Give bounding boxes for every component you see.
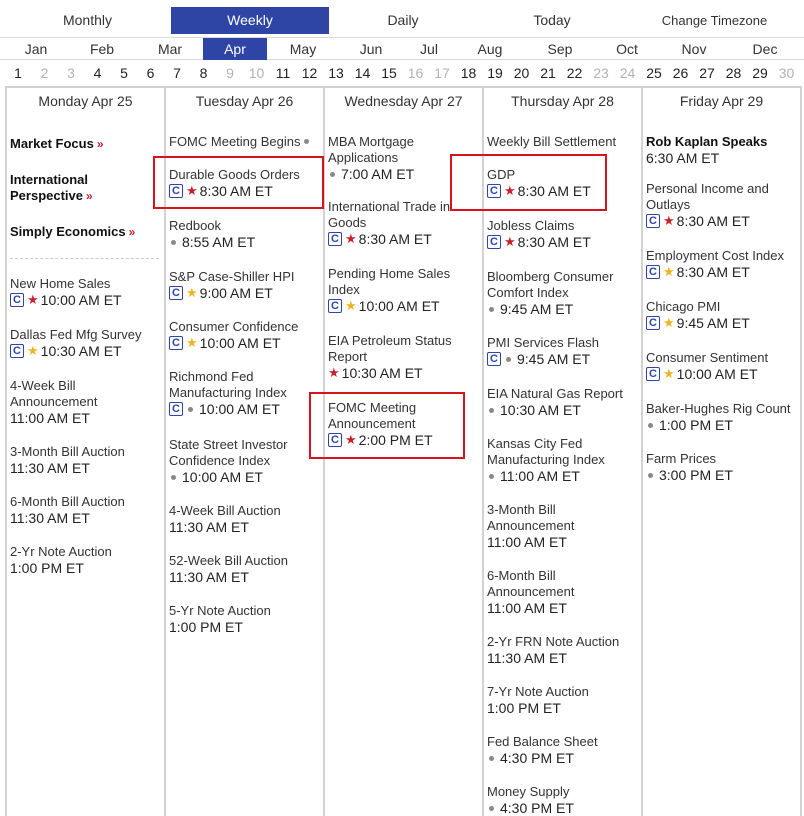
consensus-c-icon[interactable]: C (328, 232, 342, 246)
event-name[interactable]: Fed Balance Sheet (487, 734, 598, 749)
month-jun[interactable]: Jun (359, 41, 383, 57)
event-name[interactable]: Consumer Sentiment (646, 350, 769, 365)
calendar-event[interactable] (487, 335, 638, 367)
event-name[interactable]: Dallas Fed Mfg Survey (10, 327, 142, 342)
calendar-event[interactable] (169, 437, 320, 485)
event-name[interactable]: Baker-Hughes Rig Count (646, 401, 791, 416)
event-name[interactable]: New Home Sales (10, 276, 111, 291)
calendar-event[interactable] (10, 494, 161, 526)
event-time-row (10, 460, 161, 476)
red-star-icon: ★ (504, 183, 516, 198)
day-number-4[interactable]: 4 (93, 65, 102, 81)
calendar-event[interactable] (328, 134, 479, 182)
event-name[interactable]: Jobless Claims (487, 218, 575, 233)
calendar-event[interactable] (487, 734, 638, 766)
day-number-19[interactable]: 19 (487, 65, 503, 81)
day-number-7[interactable]: 7 (173, 65, 181, 81)
day-number-3[interactable]: 3 (67, 65, 75, 81)
calendar-event[interactable] (487, 134, 638, 150)
event-time: 1:00 PM ET (487, 700, 561, 716)
consensus-c-icon[interactable]: C (646, 367, 660, 381)
day-number-9[interactable]: 9 (226, 65, 234, 81)
day-number-5[interactable]: 5 (120, 65, 128, 81)
day-number-28[interactable]: 28 (725, 65, 742, 81)
calendar-event[interactable] (646, 350, 797, 382)
consensus-c-icon[interactable]: C (487, 184, 501, 198)
event-time: 2:00 PM ET (358, 432, 433, 448)
event-time: 11:00 AM ET (500, 468, 580, 484)
calendar-event[interactable] (169, 503, 320, 535)
calendar-event[interactable] (10, 172, 161, 204)
month-apr[interactable]: Apr (203, 38, 267, 60)
event-name[interactable]: Simply Economics » (10, 224, 136, 239)
gold-star-icon: ★ (663, 366, 675, 381)
event-time: 11:30 AM ET (169, 519, 249, 535)
event-name[interactable]: Durable Goods Orders (169, 167, 300, 182)
event-time: 8:30 AM ET (199, 183, 273, 199)
consensus-c-icon[interactable]: C (10, 293, 24, 307)
day-column-3 (325, 88, 484, 816)
day-number-12[interactable]: 12 (301, 65, 318, 81)
calendar-event[interactable] (487, 269, 638, 317)
calendar-event[interactable] (487, 218, 638, 250)
event-name[interactable]: Market Focus » (10, 136, 104, 151)
event-time: 10:30 AM ET (341, 365, 423, 381)
calendar-event[interactable] (487, 436, 638, 484)
event-name[interactable]: Consumer Confidence (169, 319, 299, 334)
event-time: 9:45 AM ET (517, 351, 591, 367)
double-chevron-right-icon: » (86, 189, 93, 203)
event-name[interactable]: Employment Cost Index (646, 248, 785, 263)
event-time-row (169, 469, 320, 485)
event-name[interactable]: 7-Yr Note Auction (487, 684, 589, 699)
event-time: 7:00 AM ET (341, 166, 415, 182)
day-number-6[interactable]: 6 (146, 65, 155, 81)
calendar-event[interactable] (10, 327, 161, 359)
calendar-event[interactable] (10, 224, 161, 240)
month-feb[interactable]: Feb (89, 41, 115, 57)
consensus-c-icon[interactable]: C (487, 235, 501, 249)
day-number-29[interactable]: 29 (752, 65, 768, 81)
event-time: 8:30 AM ET (676, 264, 750, 280)
day-column-1 (7, 88, 166, 816)
day-number-25[interactable]: 25 (646, 65, 662, 81)
event-time: 10:30 AM ET (500, 402, 581, 418)
calendar-event[interactable] (328, 266, 479, 314)
event-time-row (487, 800, 638, 816)
event-name[interactable]: State Street Investor Confidence Index (169, 437, 288, 468)
calendar-event[interactable] (646, 134, 797, 166)
red-star-icon: ★ (328, 365, 340, 380)
event-name[interactable]: International Perspective » (10, 172, 93, 203)
event-name[interactable]: 6-Month Bill Auction (10, 494, 125, 509)
event-time-row (487, 183, 638, 199)
month-dec[interactable]: Dec (752, 41, 778, 57)
event-name[interactable]: Richmond Fed Manufacturing Index (169, 369, 287, 400)
event-time: 10:00 AM ET (40, 292, 122, 308)
event-time: 10:00 AM ET (182, 469, 263, 485)
calendar-event[interactable] (169, 369, 320, 417)
event-time: 10:00 AM ET (199, 401, 280, 417)
event-time-row (646, 264, 797, 280)
event-name[interactable]: Kansas City Fed Manufacturing Index (487, 436, 605, 467)
gold-star-icon: ★ (186, 335, 198, 350)
red-star-icon: ★ (663, 213, 675, 228)
tab-weekly[interactable]: Weekly (171, 7, 329, 34)
event-time: 1:00 PM ET (169, 619, 243, 635)
day-number-2[interactable]: 2 (40, 65, 49, 81)
red-star-icon: ★ (186, 183, 198, 198)
day-number-17[interactable]: 17 (434, 65, 450, 81)
event-time: 10:30 AM ET (40, 343, 122, 359)
event-time-row (169, 335, 320, 351)
calendar-event[interactable] (487, 634, 638, 666)
event-time: 4:30 PM ET (500, 800, 574, 816)
day-number-22[interactable]: 22 (566, 65, 583, 81)
day-header: Monday Apr 25 (38, 93, 133, 109)
event-time-row (10, 410, 161, 426)
event-name[interactable]: 4-Week Bill Auction (169, 503, 281, 518)
consensus-c-icon[interactable]: C (169, 184, 183, 198)
day-number-16[interactable]: 16 (407, 65, 424, 81)
gold-star-icon: ★ (663, 264, 675, 279)
month-may[interactable]: May (289, 41, 317, 57)
event-name[interactable]: 3-Month Bill Auction (10, 444, 125, 459)
day-header: Tuesday Apr 26 (195, 93, 294, 109)
event-time-row (10, 510, 161, 526)
event-time: 8:30 AM ET (517, 183, 591, 199)
event-time-row (328, 365, 479, 381)
calendar-event[interactable] (487, 784, 638, 816)
red-star-icon: ★ (27, 292, 39, 307)
bullet-icon (648, 423, 653, 428)
event-time: 4:30 PM ET (500, 750, 574, 766)
event-time: 11:30 AM ET (169, 569, 249, 585)
event-time-row (487, 600, 638, 616)
consensus-c-icon[interactable]: C (646, 316, 660, 330)
event-name[interactable]: 2-Yr FRN Note Auction (487, 634, 620, 649)
event-name[interactable]: 6-Month Bill Announcement (487, 568, 575, 599)
day-header: Friday Apr 29 (679, 93, 764, 109)
event-name[interactable]: EIA Petroleum Status Report (328, 333, 452, 364)
event-name[interactable]: 3-Month Bill Announcement (487, 502, 575, 533)
event-time: 11:30 AM ET (487, 650, 567, 666)
calendar-event[interactable] (10, 276, 161, 308)
event-time-row (646, 213, 797, 229)
double-chevron-right-icon: » (96, 137, 104, 151)
event-name[interactable]: Personal Income and Outlays (646, 181, 769, 212)
bullet-icon (489, 474, 494, 479)
calendar-event[interactable] (169, 603, 320, 635)
month-nov[interactable]: Nov (681, 41, 707, 57)
red-star-icon: ★ (345, 432, 357, 447)
event-time-row (487, 351, 638, 367)
event-time: 3:00 PM ET (659, 467, 733, 483)
tab-monthly[interactable]: Monthly (62, 12, 113, 28)
event-time: 8:55 AM ET (182, 234, 256, 250)
day-number-14[interactable]: 14 (354, 65, 371, 81)
view-tabs (0, 7, 804, 34)
event-time: 9:45 AM ET (500, 301, 574, 317)
event-time-row (487, 301, 638, 317)
event-time-row (328, 166, 479, 182)
bullet-icon (171, 475, 176, 480)
calendar-event[interactable] (487, 386, 638, 418)
day-number-20[interactable]: 20 (513, 65, 530, 81)
bullet-icon (648, 473, 653, 478)
tab-daily[interactable]: Daily (387, 12, 419, 28)
calendar-event[interactable] (10, 544, 161, 576)
calendar-event[interactable] (328, 400, 479, 448)
bullet-icon (304, 139, 309, 144)
day-number-15[interactable]: 15 (381, 65, 397, 81)
event-time-row (169, 285, 320, 301)
calendar-event[interactable] (169, 218, 320, 250)
event-time: 10:00 AM ET (199, 335, 281, 351)
event-time: 9:45 AM ET (676, 315, 750, 331)
event-time-row (646, 150, 797, 166)
day-number-23[interactable]: 23 (593, 65, 609, 81)
calendar-event[interactable] (487, 167, 638, 199)
consensus-c-icon[interactable]: C (169, 336, 183, 350)
event-name[interactable]: FOMC Meeting Announcement (328, 400, 417, 431)
calendar-event[interactable] (169, 167, 320, 199)
event-time: 10:00 AM ET (676, 366, 758, 382)
event-time-row (328, 432, 479, 448)
event-name[interactable]: 52-Week Bill Auction (169, 553, 288, 568)
calendar-event[interactable] (646, 181, 797, 229)
day-number-24[interactable]: 24 (619, 65, 636, 81)
day-number-21[interactable]: 21 (540, 65, 556, 81)
event-time: 8:30 AM ET (517, 234, 591, 250)
double-chevron-right-icon: » (128, 225, 136, 239)
event-time: 11:00 AM ET (10, 410, 90, 426)
event-name[interactable]: 4-Week Bill Announcement (10, 378, 98, 409)
event-name[interactable]: International Trade in Goods (328, 199, 451, 230)
day-number-selector (0, 62, 804, 86)
event-time-row (169, 569, 320, 585)
event-time-row (169, 519, 320, 535)
event-time: 1:00 PM ET (659, 417, 733, 433)
section-divider (10, 258, 159, 259)
event-name[interactable]: PMI Services Flash (487, 335, 599, 350)
month-jul[interactable]: Jul (420, 41, 438, 57)
consensus-c-icon[interactable]: C (169, 402, 183, 416)
event-time-row (487, 700, 638, 716)
consensus-c-icon[interactable]: C (646, 214, 660, 228)
gold-star-icon: ★ (186, 285, 198, 300)
event-name[interactable]: Chicago PMI (646, 299, 721, 314)
event-name[interactable]: Money Supply (487, 784, 570, 799)
event-time-row (169, 401, 320, 417)
calendar-event[interactable] (10, 136, 161, 152)
calendar-event[interactable] (646, 401, 797, 433)
day-number-27[interactable]: 27 (699, 65, 715, 81)
month-selector (0, 37, 804, 60)
event-time-row (169, 234, 320, 250)
day-column-4 (484, 88, 643, 816)
calendar-event[interactable] (646, 299, 797, 331)
event-name[interactable]: Rob Kaplan Speaks (646, 134, 768, 149)
event-name[interactable]: GDP (487, 167, 516, 182)
gold-star-icon: ★ (27, 343, 39, 358)
day-number-1[interactable]: 1 (14, 65, 22, 81)
event-time: 11:00 AM ET (487, 600, 567, 616)
month-aug[interactable]: Aug (477, 41, 503, 57)
consensus-c-icon[interactable]: C (328, 433, 342, 447)
bullet-icon (330, 172, 335, 177)
day-number-10[interactable]: 10 (248, 65, 265, 81)
month-jan[interactable]: Jan (24, 41, 48, 57)
tab-today[interactable]: Today (533, 12, 571, 28)
red-star-icon: ★ (345, 231, 357, 246)
month-sep[interactable]: Sep (547, 41, 573, 57)
event-time-row (169, 619, 320, 635)
calendar-event[interactable] (487, 684, 638, 716)
calendar-event[interactable] (169, 269, 320, 301)
calendar-event[interactable] (646, 451, 797, 483)
day-number-13[interactable]: 13 (328, 65, 344, 81)
event-time-row (10, 343, 161, 359)
bullet-icon (171, 240, 176, 245)
event-name[interactable]: MBA Mortgage Applications (328, 134, 414, 165)
day-column-2 (166, 88, 325, 816)
calendar-event[interactable] (646, 248, 797, 280)
bullet-icon (489, 756, 494, 761)
event-time-row (10, 560, 161, 576)
event-name[interactable]: 5-Yr Note Auction (169, 603, 271, 618)
event-time-row (10, 292, 161, 308)
calendar-event[interactable] (169, 553, 320, 585)
calendar-event[interactable] (169, 134, 320, 150)
day-header: Thursday Apr 28 (511, 93, 614, 109)
event-time: 11:00 AM ET (487, 534, 567, 550)
event-time-row (487, 534, 638, 550)
bullet-icon (489, 806, 494, 811)
event-name[interactable]: Farm Prices (646, 451, 717, 466)
calendar-event[interactable] (487, 568, 638, 616)
bullet-icon (188, 407, 193, 412)
event-name[interactable]: Redbook (169, 218, 222, 233)
event-time-row (169, 183, 320, 199)
event-time-row (487, 402, 638, 418)
event-time: 1:00 PM ET (10, 560, 84, 576)
event-time-row (328, 298, 479, 314)
event-time: 8:30 AM ET (676, 213, 750, 229)
event-name[interactable]: S&P Case-Shiller HPI (169, 269, 295, 284)
consensus-c-icon[interactable]: C (328, 299, 342, 313)
event-time-row (328, 231, 479, 247)
day-number-8[interactable]: 8 (199, 65, 208, 81)
event-time: 9:00 AM ET (199, 285, 273, 301)
day-header: Wednesday Apr 27 (344, 93, 463, 109)
day-number-26[interactable]: 26 (672, 65, 689, 81)
month-mar[interactable]: Mar (157, 41, 183, 57)
event-time-row (646, 467, 797, 483)
event-name[interactable]: 2-Yr Note Auction (10, 544, 112, 559)
bullet-icon (489, 307, 494, 312)
gold-star-icon: ★ (663, 315, 675, 330)
event-time-row (487, 750, 638, 766)
calendar-event[interactable] (328, 199, 479, 247)
change-timezone-link[interactable]: Change Timezone (661, 13, 768, 28)
bullet-icon (489, 408, 494, 413)
event-time-row (646, 315, 797, 331)
day-number-30[interactable]: 30 (778, 65, 795, 81)
day-number-11[interactable]: 11 (275, 65, 291, 81)
day-number-18[interactable]: 18 (460, 65, 477, 81)
event-name[interactable]: EIA Natural Gas Report (487, 386, 623, 401)
event-time: 11:30 AM ET (10, 510, 90, 526)
event-name[interactable]: FOMC Meeting Begins (169, 134, 301, 149)
event-name[interactable]: Pending Home Sales Index (328, 266, 451, 297)
calendar-event[interactable] (328, 333, 479, 381)
red-star-icon: ★ (504, 234, 516, 249)
consensus-c-icon[interactable]: C (10, 344, 24, 358)
month-oct[interactable]: Oct (616, 41, 638, 57)
event-time-row (646, 366, 797, 382)
event-time: 11:30 AM ET (10, 460, 90, 476)
event-time: 10:00 AM ET (358, 298, 440, 314)
event-name[interactable]: Weekly Bill Settlement (487, 134, 617, 149)
consensus-c-icon[interactable]: C (487, 352, 501, 366)
day-column-5 (643, 88, 802, 816)
bullet-icon (506, 357, 511, 362)
calendar-event[interactable] (169, 319, 320, 351)
week-grid (5, 86, 802, 816)
gold-star-icon: ★ (345, 298, 357, 313)
event-time-row (487, 234, 638, 250)
calendar-event[interactable] (487, 502, 638, 550)
event-time-row (646, 417, 797, 433)
calendar-event[interactable] (10, 444, 161, 476)
calendar-event[interactable] (10, 378, 161, 426)
event-time: 8:30 AM ET (358, 231, 432, 247)
event-time-row (487, 468, 638, 484)
consensus-c-icon[interactable]: C (169, 286, 183, 300)
event-time: 6:30 AM ET (646, 150, 720, 166)
event-time-row (487, 650, 638, 666)
event-name[interactable]: Bloomberg Consumer Comfort Index (487, 269, 614, 300)
consensus-c-icon[interactable]: C (646, 265, 660, 279)
